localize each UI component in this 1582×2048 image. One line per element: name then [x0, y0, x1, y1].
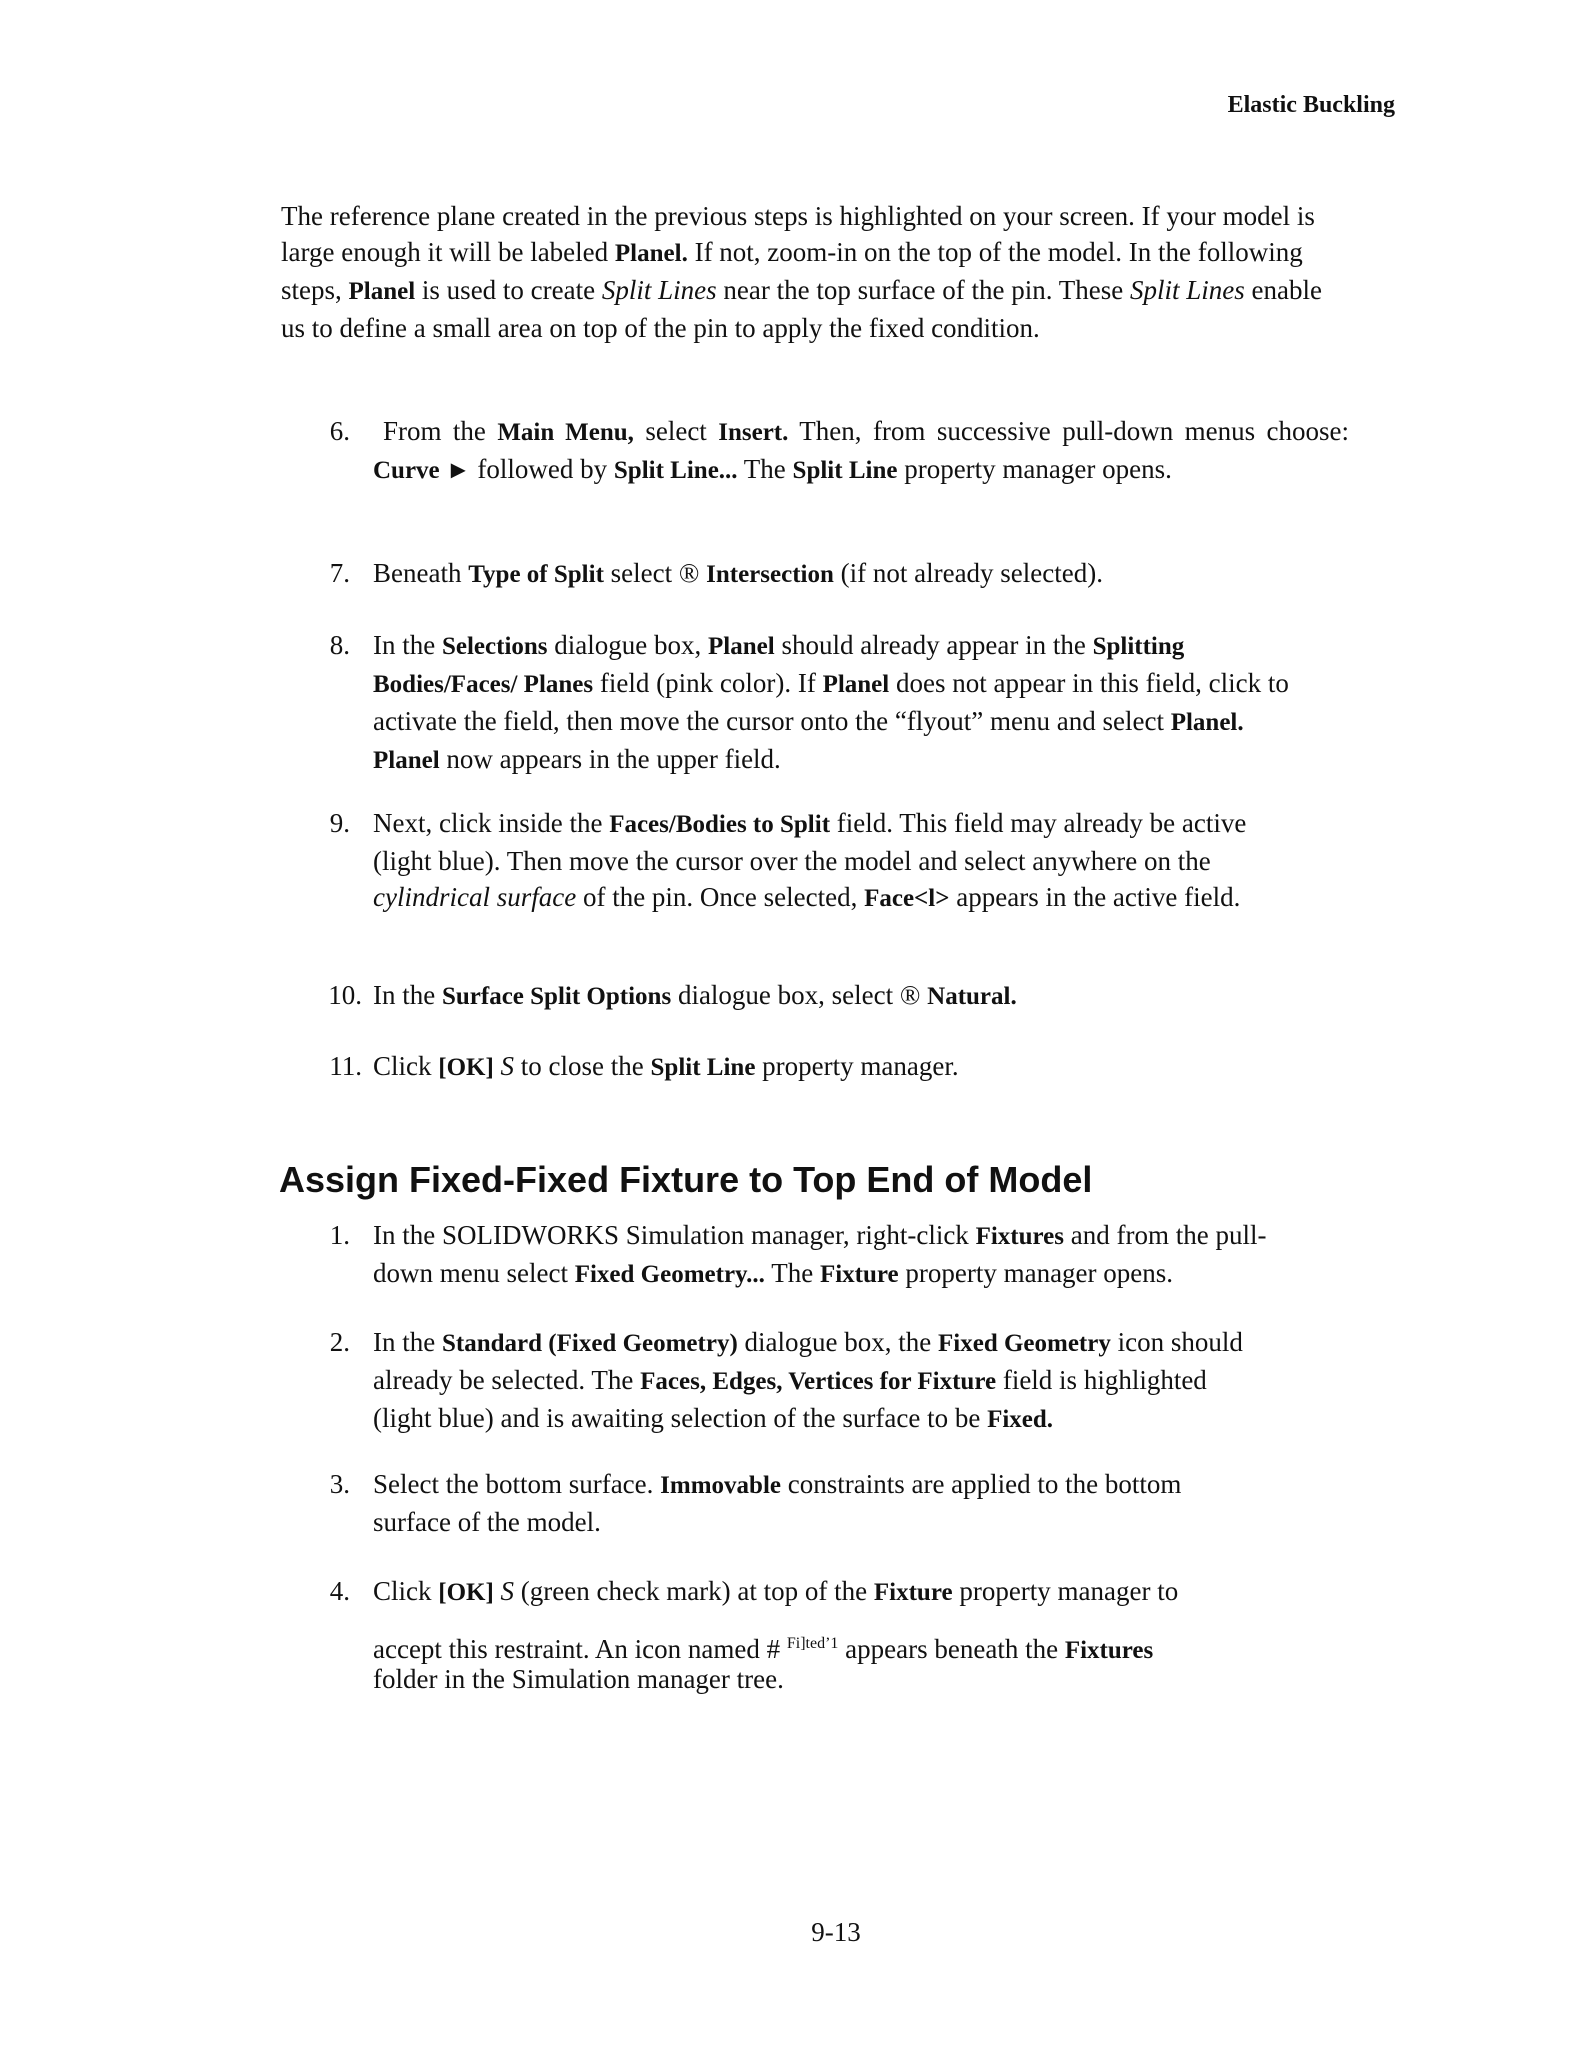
item-text: Click [OK] S to close the Split Line property manager. — [373, 1051, 959, 1081]
fixture-icon-label: Fi]ted’1 — [786, 1635, 839, 1652]
running-header: Elastic Buckling — [1227, 92, 1395, 118]
item-text: In the SOLIDWORKS Simulation manager, right-click Fixtures and from the pull-down menu select Fixed Geometry... The Fixture property manager opens. — [373, 1220, 1267, 1288]
item-number: 6. — [329, 416, 350, 446]
item-text: In the Surface Split Options dialogue box, select ® Natural. — [373, 980, 1017, 1010]
item-text: Select the bottom surface. Immovable constraints are applied to the bottom surface of the model. — [373, 1469, 1182, 1537]
item-text-continued: accept this restraint. An icon named # $^{Fi]ted’1}$ appears beneath the Fixtures — [373, 1634, 1154, 1664]
item-number: 3. — [329, 1469, 350, 1499]
item-number: 8. — [329, 630, 350, 660]
item-number: 2. — [329, 1327, 350, 1357]
item-text: Click [OK] S (green check mark) at top of the Fixture property manager to — [373, 1576, 1179, 1606]
intro-paragraph: The reference plane created in the previous steps is highlighted on your screen. If your model is large enough it will be labeled Planel. If not, zoom-in on the top of the model. In the following steps, Planel is used to create Split Lines near the top surface of the pin. These Split Lines enable us to define a small area on top of the pin to apply the fixed condition. — [281, 201, 1322, 343]
item-number: 4. — [329, 1576, 350, 1606]
section-heading: Assign Fixed-Fixed Fixture to Top End of Model — [279, 1159, 1093, 1200]
item-number: 7. — [329, 558, 350, 588]
item-number: 11. — [329, 1051, 362, 1081]
item-text: In the Standard (Fixed Geometry) dialogue box, the Fixed Geometry icon should already be selected. The Faces, Edges, Vertices for Fixture field is highlighted (light blue) and is awaiting selection of the surface to be Fixed. — [373, 1327, 1243, 1433]
item-text: Next, click inside the Faces/Bodies to Split field. This field may already be active (light blue). Then move the cursor over the model and select anywhere on the cylindrical surface of the pin. Once selected, Face<l> appears in the active field. — [373, 808, 1247, 912]
item-text: In the Selections dialogue box, Planel should already appear in the Splitting Bodies/Faces/ Planes field (pink color). If Planel does not appear in this field, click to activate the field, then move the cursor onto the “flyout” menu and select Planel. Planel now appears in the upper field. — [373, 630, 1289, 774]
item-number: 9. — [329, 808, 350, 838]
item-number: 10. — [328, 980, 362, 1010]
item-number: 1. — [329, 1220, 350, 1250]
item-text: Beneath Type of Split select ® Intersection (if not already selected). — [373, 558, 1103, 588]
item-text-continued: folder in the Simulation manager tree. — [373, 1664, 784, 1694]
page-number: 9-13 — [811, 1917, 861, 1947]
item-text: From the Main Menu, select Insert. Then, from successive pull-down menus choose: Curve ► followed by Split Line... The Split Line property manager opens. — [373, 416, 1349, 484]
